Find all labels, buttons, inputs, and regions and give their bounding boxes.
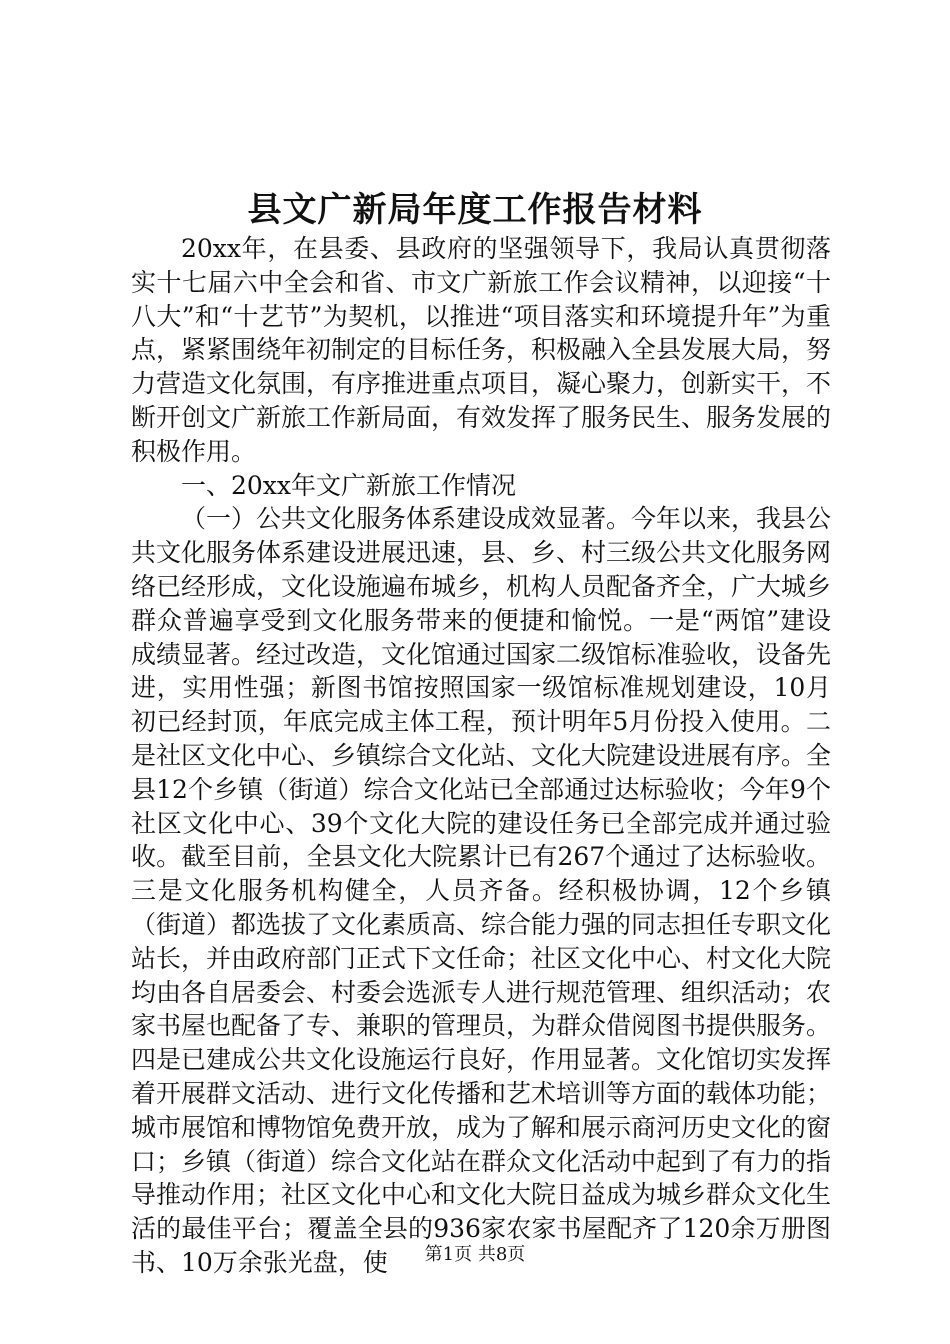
- section-heading: 一、20xx年文广新旅工作情况: [181, 470, 517, 500]
- document-body: [131, 232, 831, 1280]
- paragraph-public-culture: （一）公共文化服务体系建设成效显著。今年以来，我县公共文化服务体系建设进展迅速，县、乡、村三级公共文化服务网络已经形成，文化设施遍布城乡，机构人员配备齐全，广大城乡群众普遍享受到文化服务带来的便捷和愉悦。一是“两馆”建设成绩显著。经过改造，文化馆通过国家二级馆标准验收，设备先进，实用性强；新图书馆按照国家一级馆标准规划建设，10月初已经封顶，年底完成主体工程，预计明年5月份投入使用。二是社区文化中心、乡镇综合文化站、文化大院建设进展有序。全县12个乡镇（街道）综合文化站已全部通过达标验收；今年9个社区文化中心、39个文化大院的建设任务已全部完成并通过验收。截至目前，全县文化大院累计已有267个通过了达标验收。三是文化服务机构健全，人员齐备。经积极协调，12个乡镇（街道）都选拔了文化素质高、综合能力强的同志担任专职文化站长，并由政府部门正式下文任命；社区文化中心、村文化大院均由各自居委会、村委会选派专人进行规范管理、组织活动；农家书屋也配备了专、兼职的管理员，为群众借阅图书提供服务。四是已建成公共文化设施运行良好，作用显著。文化馆切实发挥着开展群文活动、进行文化传播和艺术培训等方面的载体功能；城市展馆和博物馆免费开放，成为了解和展示商河历史文化的窗口；乡镇（街道）综合文化站在群众文化活动中起到了有力的指导推动作用；社区文化中心和文化大院日益成为城乡群众文化生活的最佳平台；覆盖全县的936家农家书屋配齐了120余万册图书、10万余张光盘，使: [131, 504, 832, 1277]
- document-title: 县文广新局年度工作报告材料: [247, 190, 703, 230]
- page-number-footer: 第1页 共8页: [424, 1244, 526, 1265]
- paragraph-intro: 20xx年，在县委、县政府的坚强领导下，我局认真贯彻落实十七届六中全会和省、市文广新旅工作会议精神，以迎接“十八大”和“十艺节”为契机，以推进“项目落实和环境提升年”为重点，紧紧围绕年初制定的目标任务，积极融入全县发展大局，努力营造文化氛围，有序推进重点项目，凝心聚力，创新实干，不断开创文广新旅工作新局面，有效发挥了服务民生、服务发展的积极作用。: [131, 234, 832, 466]
